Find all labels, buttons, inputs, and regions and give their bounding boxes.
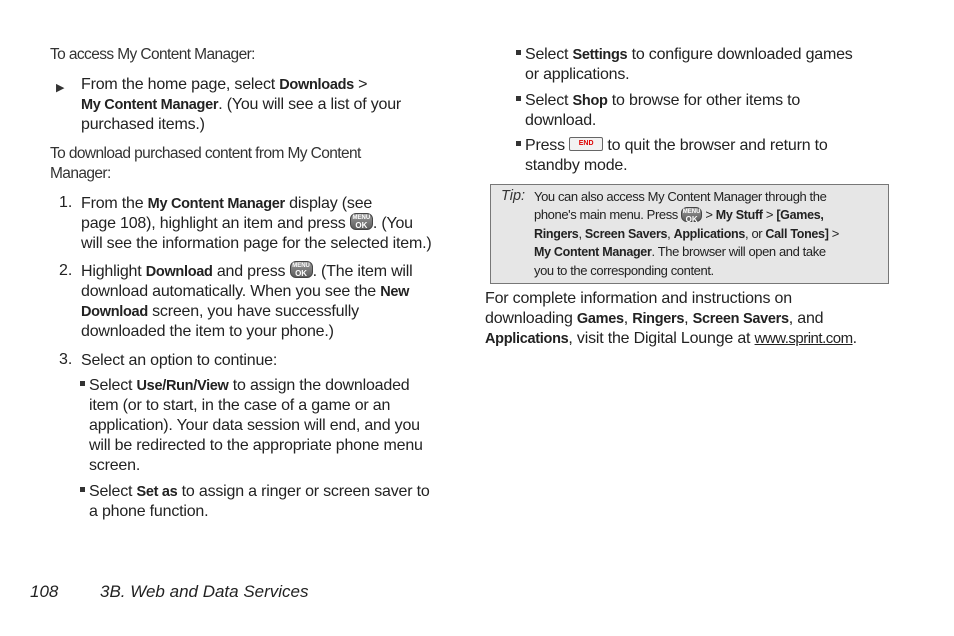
bullet-settings: Select Settings to configure downloaded games xyxy=(516,45,916,65)
access-step: From the home page, select Downloads > My Content Manager. (You will see a list of your purchased items.) xyxy=(81,76,402,133)
square-bullet-icon xyxy=(80,381,85,386)
info-paragraph: For complete information and instructions on downloading Games, Ringers, Screen Savers, and Applications, visit the Digital Lounge at www.sprint.com. xyxy=(485,290,857,347)
tip-text: You can also access My Content Manager through the phone's main menu. Press MENU OK > My Stuff > [Games, Ringers, Screen Savers, Applications, or Call Tones] > My Content Manager. The browser will open and take you to the corresponding content. xyxy=(534,189,839,279)
step-1-number: 1. xyxy=(59,194,73,211)
triangle-bullet-icon: ▶ xyxy=(56,82,65,94)
step-1: From the My Content Manager display (see page 108), highlight an item and press MENU OK . (You will see the information page for the selected item.) xyxy=(81,195,432,252)
bullet-settings-cont: or applications. xyxy=(525,66,630,83)
step-2-number: 2. xyxy=(59,262,73,279)
menu-ok-key-icon: MENU OK xyxy=(290,261,313,278)
step-2: Highlight Download and press MENU OK . (The item will download automatically. When you see the New Download screen, you have successfully downloaded the item to your phone.) xyxy=(81,263,413,340)
sprint-link[interactable]: www.sprint.com xyxy=(754,330,853,347)
heading-access: To access My Content Manager: xyxy=(50,46,255,63)
step-3-number: 3. xyxy=(59,351,73,368)
bullet-press-end-cont: standby mode. xyxy=(525,157,628,174)
step-3: Select an option to continue: xyxy=(81,352,278,369)
square-bullet-icon xyxy=(516,141,521,146)
bullet-use-run-view: Select Use/Run/View to assign the downloaded xyxy=(80,376,475,396)
square-bullet-icon xyxy=(516,96,521,101)
bullet-shop-cont: download. xyxy=(525,112,597,129)
heading-download: To download purchased content from My Content Manager: xyxy=(50,145,361,182)
page-number: 108 xyxy=(30,582,59,601)
tip-box xyxy=(490,184,889,284)
bullet-use-run-view-cont: item (or to start, in the case of a game or an application). Your data session will end, and you will be redirected to the appropriate phone menu screen. xyxy=(89,397,423,474)
bullet-shop: Select Shop to browse for other items to xyxy=(516,91,916,111)
square-bullet-icon xyxy=(80,487,85,492)
section-title: 3B. Web and Data Services xyxy=(100,582,309,601)
tip-label: Tip: xyxy=(501,188,526,204)
end-key-icon: END xyxy=(569,137,603,151)
menu-ok-key-icon: MENU OK xyxy=(350,213,373,230)
menu-ok-key-icon: MENU OK xyxy=(682,208,701,224)
square-bullet-icon xyxy=(516,50,521,55)
bullet-press-end: Press END to quit the browser and return to xyxy=(516,136,916,156)
bullet-set-as-cont: a phone function. xyxy=(89,503,209,520)
bullet-set-as: Select Set as to assign a ringer or screen saver to xyxy=(80,482,475,502)
